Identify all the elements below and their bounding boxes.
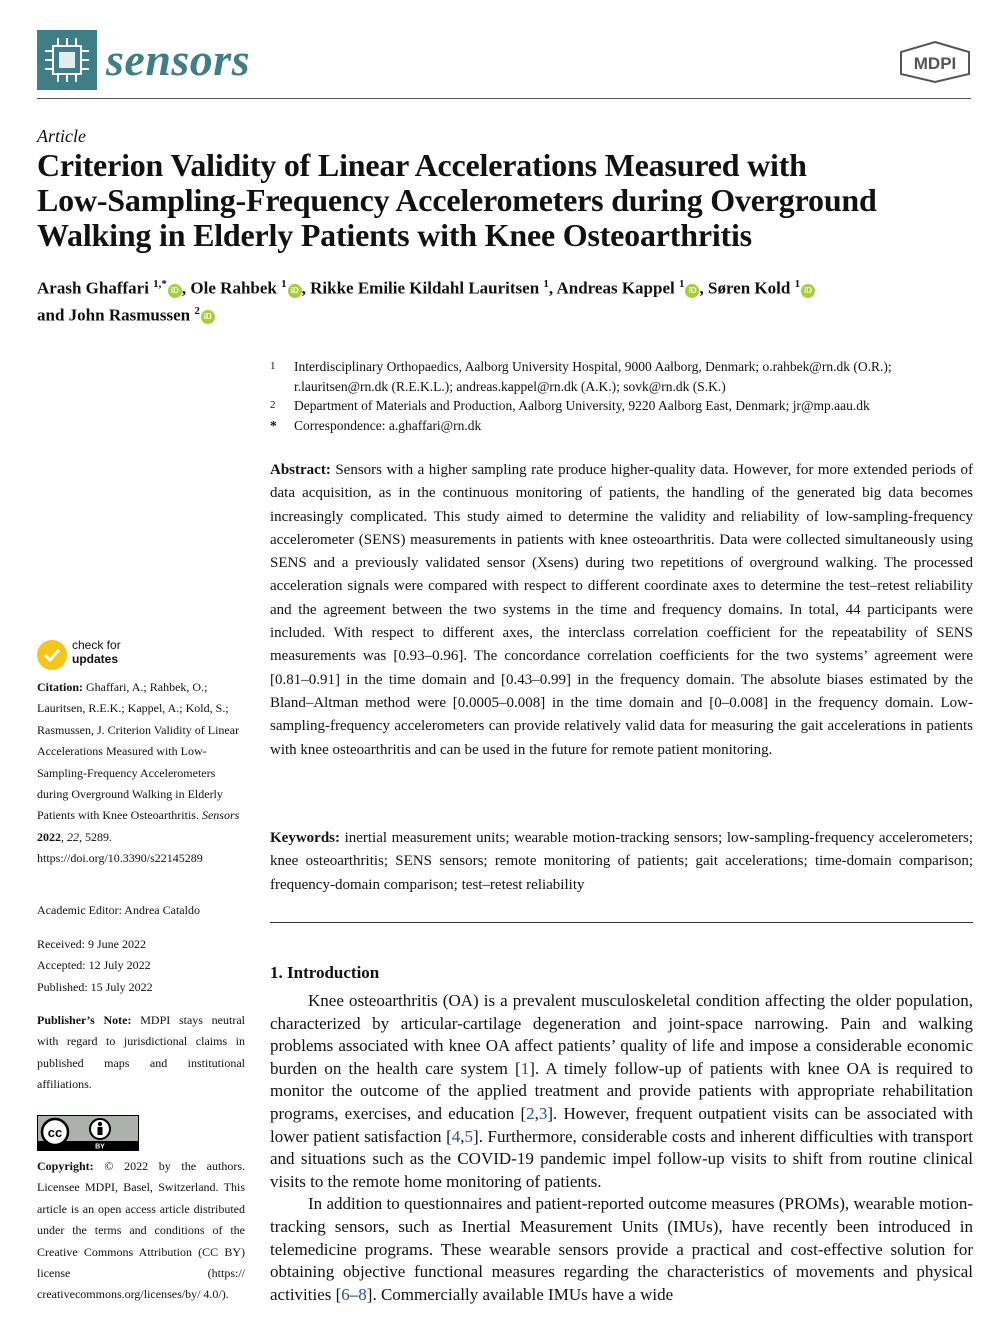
check-line2: updates <box>72 652 119 666</box>
affiliation-text: Interdisciplinary Orthopaedics, Aalborg University Hospital, 9000 Aalborg, Denmark; o.rahbek@rn.dk (O.R.); r.lauritsen@rn.dk (R.E.K.L.); andreas.kappel@rn.dk (A.K.); sovk@rn.dk (S.K.) <box>294 359 892 394</box>
received-date: Received: 9 June 2022 <box>37 937 146 951</box>
author-sup: 1 <box>678 278 685 290</box>
sep: , <box>301 278 311 298</box>
publisher-note-label: Publisher’s Note: <box>37 1013 132 1027</box>
section-divider <box>270 922 973 923</box>
text: ]. However, frequent outpatient visits can be associated with lower patient satisfaction [ <box>270 1103 973 1146</box>
keywords <box>270 827 973 897</box>
affiliation-number: * <box>270 417 277 433</box>
author-name[interactable]: Ole Rahbek <box>190 278 277 298</box>
affiliation <box>270 396 975 416</box>
author-sup: 2 <box>194 304 200 317</box>
text: ]. Commercially available IMUs have a wide <box>366 1284 674 1304</box>
orcid-icon[interactable]: iD <box>685 284 699 298</box>
affiliation-number: 2 <box>270 399 276 411</box>
sep: , <box>548 278 557 298</box>
citation-label: Citation: <box>37 680 83 694</box>
author-name[interactable]: Arash Ghaffari <box>37 278 149 298</box>
citation-link[interactable]: 5 <box>464 1126 474 1146</box>
citation-journal: Sensors <box>201 808 240 823</box>
text: ]. A timely follow-up of patients with knee OA is required to monitor the outcome of the applied treatment and provide patients with appropriate rehabilitation programs, exercises, and education [ <box>270 1058 973 1123</box>
keywords-text: inertial measurement units; wearable motion-tracking sensors; low-sampling-frequency accelerometers; knee osteoarthritis; SENS sensors; remote monitoring of patients; gait accelerations; time-domain comparison; frequency-domain comparison; test–retest reliability <box>270 830 973 893</box>
published-date: Published: 15 July 2022 <box>37 979 153 994</box>
citation <box>37 677 245 870</box>
author-sup: 1,* <box>153 278 167 290</box>
mdpi-logo-text: MDPI <box>913 54 957 73</box>
citation-doi[interactable]: , 5289. https://doi.org/10.3390/s22145289 <box>37 829 203 866</box>
abstract <box>270 459 973 762</box>
publisher-note-text: MDPI stays neutral with regard to jurisdictional claims in published maps and institutional affiliations. <box>37 1013 246 1092</box>
text: Knee osteoarthritis (OA) is a prevalent musculoskeletal condition affecting the older population, characterized by articular-cartilage degeneration and joint-space narrowing. Pain and walking problems associated with knee OA affect patients’ quality of life and impose a considerable economic burden on the health care system [ <box>270 991 973 1078</box>
affiliation-text: Department of Materials and Production, Aalborg University, 9220 Aalborg East, Denmark; jr@mp.aau.dk <box>294 398 870 413</box>
sep: , <box>181 278 191 298</box>
citation-year: 2022 <box>37 829 61 844</box>
cc-by-label: BY <box>95 1143 105 1150</box>
affiliation-text: Correspondence: a.ghaffari@rn.dk <box>294 417 482 433</box>
citation-volume: , 22 <box>61 829 79 844</box>
author-list <box>37 273 971 326</box>
orcid-icon[interactable]: iD <box>288 284 302 298</box>
text: , <box>460 1126 465 1146</box>
author-name[interactable]: Søren Kold <box>707 278 791 298</box>
section-heading: 1. Introduction <box>270 963 380 982</box>
affiliation <box>270 416 975 436</box>
author-name[interactable]: John Rasmussen <box>68 305 191 325</box>
author-name[interactable]: Rikke Emilie Kildahl Lauritsen <box>310 278 540 298</box>
article-type: Article <box>37 126 86 146</box>
article-title <box>37 148 971 253</box>
journal-logo-icon <box>37 30 97 90</box>
citation-link[interactable]: 1 <box>520 1058 530 1078</box>
paragraph <box>270 990 973 1193</box>
intro-body <box>270 990 973 1306</box>
orcid-icon[interactable]: iD <box>801 284 815 298</box>
author-sup: 1 <box>794 278 801 290</box>
check-line1: check for <box>72 638 121 652</box>
text: , <box>534 1103 539 1123</box>
affiliation <box>270 357 975 396</box>
orcid-icon[interactable]: iD <box>201 310 215 324</box>
and: and <box>37 305 69 325</box>
text: – <box>349 1284 359 1304</box>
sep: , <box>699 278 708 298</box>
cc-by-license-icon[interactable] <box>37 1115 139 1151</box>
header-divider <box>37 98 971 99</box>
author-sup: 1 <box>281 278 287 290</box>
check-updates-icon <box>37 640 67 670</box>
citation-link[interactable]: 3 <box>538 1103 548 1123</box>
abstract-label: Abstract: <box>270 462 331 478</box>
copyright-text: © 2022 by the authors. Licensee MDPI, Basel, Switzerland. This article is an open access article distributed under the terms and conditions of the Creative Commons Attribution (CC BY) license (https:// creativecommons.org/licenses/by/ 4.0/). <box>37 1159 245 1302</box>
dates <box>37 934 245 998</box>
academic-editor: Academic Editor: Andrea Cataldo <box>37 903 200 917</box>
check-for-updates-button[interactable] <box>37 638 147 672</box>
citation-link[interactable]: 8 <box>358 1284 367 1304</box>
publisher-note <box>37 1010 245 1096</box>
citation-link[interactable]: 2 <box>526 1103 535 1123</box>
citation-link[interactable]: 4 <box>451 1126 461 1146</box>
text: ]. Furthermore, considerable costs and inherent difficulties with transport and situations such as the COVID-19 pandemic impel follow-up visits to shift from routine clinical visits to the remote home monitoring of patients. <box>270 1126 973 1191</box>
citation-link[interactable]: 6 <box>341 1284 350 1304</box>
copyright-label: Copyright: <box>37 1159 94 1173</box>
svg-text:cc: cc <box>47 1125 63 1140</box>
author-name[interactable]: Andreas Kappel <box>556 278 675 298</box>
accepted-date: Accepted: 12 July 2022 <box>37 958 151 973</box>
title-line: Walking in Elderly Patients with Knee Osteoarthritis <box>37 217 752 253</box>
abstract-text: Sensors with a higher sampling rate produce higher-quality data. However, for more extended periods of data acquisition, as in the continuous monitoring of patients, the handling of the generated big data becomes increasingly complicated. This study aimed to determine the validity and reliability of low-sampling-frequency accelerometer (SENS) measurements in patients with knee osteoarthritis. Data were collected simultaneously using SENS and a previously validated sensor (Xsens) during two repetitions of overground walking. The processed acceleration signals were compared with respect to different coordinate axes to determine the test–retest reliability and the agreement between the two systems in the time and frequency domains. In total, 44 participants were included. With respect to different axes, the interclass correlation coefficient for the repeatability of SENS measurements was [0.93–0.96]. The concordance correlation coefficients for the two systems’ agreement were [0.81–0.91] in the time domain and [0.43–0.99] in the frequency domain. The absolute biases estimated by the Bland–Altman method were [0.0005–0.008] in the time domain and [0–0.008] in the frequency domain. Low-sampling-frequency accelerometers can provide relatively valid data for measuring the gait accelerations in patients with knee osteoarthritis and can be used in the future for remote patient monitoring. <box>270 462 973 758</box>
citation-text: Ghaffari, A.; Rahbek, O.; Lauritsen, R.E.K.; Kappel, A.; Kold, S.; Rasmussen, J. Criterion Validity of Linear Accelerations Measured with Low-Sampling-Frequency Accelerometers during Overground Walking in Elderly Patients with Knee Osteoarthritis. <box>37 680 240 823</box>
keywords-label: Keywords: <box>270 830 340 846</box>
orcid-icon[interactable]: iD <box>168 284 182 298</box>
paragraph <box>270 1193 973 1306</box>
affiliation-number: 1 <box>270 360 276 372</box>
affiliations <box>270 357 975 435</box>
author-sup: 1 <box>543 278 549 290</box>
copyright <box>37 1156 245 1306</box>
mdpi-logo[interactable] <box>898 40 972 89</box>
title-line: Criterion Validity of Linear Accelerations Measured with <box>37 147 807 183</box>
text: In addition to questionnaires and patient-reported outcome measures (PROMs), wearable motion-tracking sensors, such as Inertial Measurement Units (IMUs), have recently been introduced in telemedicine programs. These wearable sensors provide a practical and cost-effective solution for obtaining objective functional measures regarding the characteristics of movements and physical activities [ <box>270 1194 973 1304</box>
journal-name[interactable]: sensors <box>106 34 251 85</box>
title-line: Low-Sampling-Frequency Accelerometers during Overground <box>37 182 877 218</box>
